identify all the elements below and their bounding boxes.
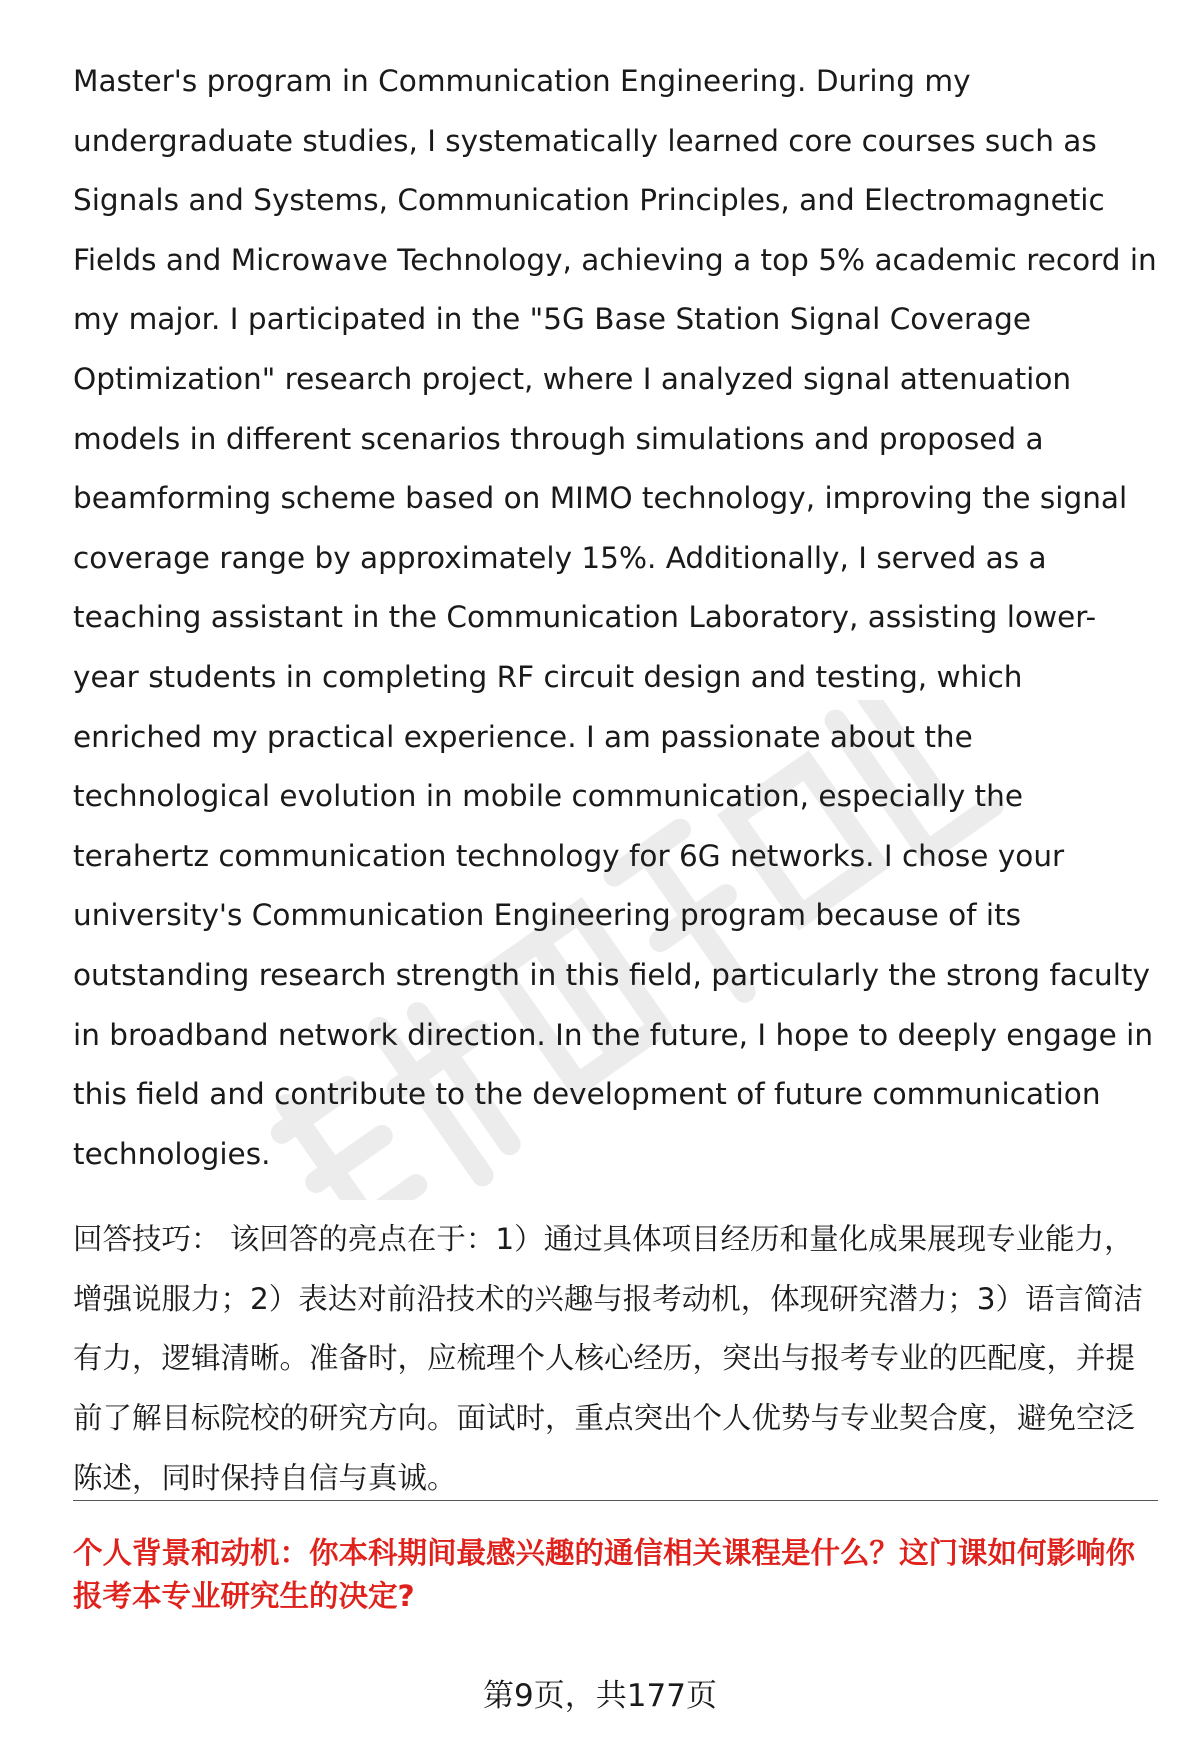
section-divider: [73, 1500, 1158, 1501]
answer-paragraph: Master's program in Communication Engineering. During my undergraduate studies, I systematically learned core courses such as Signals and Systems, Communication Principles, and Electromagnetic Fields and Microwave Technology, achieving a top 5% academic record in my major. I participated in the "5G Base Station Signal Coverage Optimization" research project, where I analyzed signal attenuation models in different scenarios through simulations and proposed a beamforming scheme based on MIMO technology, improving the signal coverage range by approximately 15%. Additionally, I served as a teaching assistant in the Communication Laboratory, assisting lower-year students in completing RF circuit design and testing, which enriched my practical experience. I am passionate about the technological evolution in mobile communication, especially the terahertz communication technology for 6G networks. I chose your university's Communication Engineering program because of its outstanding research strength in this field, particularly the strong faculty in broadband network direction. In the future, I hope to deeply engage in this field and contribute to the development of future communication technologies.: [73, 64, 1157, 1171]
document-body: [73, 52, 1158, 1508]
question-heading: 个人背景和动机：你本科期间最感兴趣的通信相关课程是什么？这门课如何影响你报考本专业研究生的决定?: [73, 1536, 1136, 1613]
answer-tips-paragraph: 回答技巧： 该回答的亮点在于：1）通过具体项目经历和量化成果展现专业能力，增强说服力；2）表达对前沿技术的兴趣与报考动机，体现研究潜力；3）语言简洁有力，逻辑清晰。准备时，应梳理个人核心经历，突出与报考专业的匹配度，并提前了解目标院校的研究方向。面试时，重点突出个人优势与专业契合度，避免空泛陈述，同时保持自信与真诚。: [73, 1222, 1144, 1495]
page-number: 第9页，共177页: [483, 1678, 717, 1714]
